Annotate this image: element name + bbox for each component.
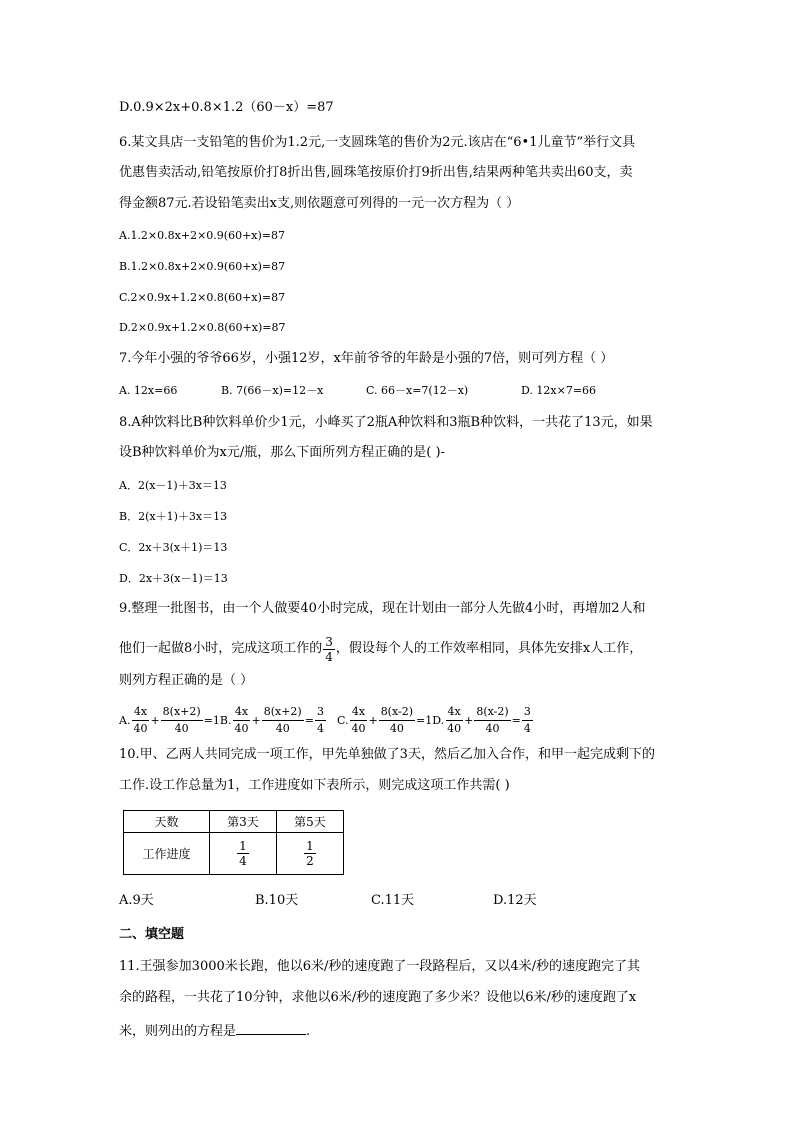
q11-text-line-3 [119, 1020, 310, 1040]
q9-c-f1-num: 4x [350, 704, 367, 721]
q9-c-rhs: =1D. [416, 713, 445, 727]
q9-d-f2-den: 40 [485, 721, 500, 735]
table-fraction-day5 [304, 839, 316, 868]
q9-d-f2-num: 8(x-2) [474, 704, 510, 721]
q9-b-f2-den: 40 [275, 721, 290, 735]
q9-a-fraction-1 [131, 704, 149, 737]
q8-option-c: C．2x＋3(x＋1)＝13 [119, 541, 228, 554]
q9-a-f1-den: 40 [133, 721, 148, 735]
q9-line-2-end: ，假设每个人的工作效率相同，具体先安排x人工作， [335, 641, 643, 656]
q11-line-3-text: 米，则列出的方程是 [119, 1024, 237, 1039]
q5-option-d: D.0.9×2x+0.8×1.2（60－x）=87 [119, 100, 334, 115]
q9-b-f1-den: 40 [234, 721, 249, 735]
q11-text-line-1: 11.王强参加3000米长跑，他以6米/秒的速度跑了一段路程后，又以4米/秒的速度跑完了其 [119, 959, 641, 974]
table-header-day5: 第5天 [277, 811, 344, 833]
q6-text-line-1: 6.某文具店一支铅笔的售价为1.2元,一支圆珠笔的售价为2元.该店在“6•1儿童节”举行文具 [119, 135, 636, 150]
q11-text-line-2: 余的路程，一共花了10分钟，求他以6米/秒的速度跑了多少米？设他以6米/秒的速度跑了x [119, 990, 637, 1005]
q8-option-d: D．2x＋3(x－1)＝13 [119, 572, 228, 585]
q9-c-plus: + [368, 713, 378, 727]
q10-text-line-1: 10.甲、乙两人共同完成一项工作，甲先单独做了3天，然后乙加入合作，和甲一起完成剩下的 [119, 747, 655, 762]
q6-option-b: B.1.2×0.8x+2×0.9(60+x)=87 [119, 260, 286, 273]
q6-option-d: D.2×0.9x+1.2×0.8(60+x)=87 [119, 321, 286, 334]
q9-text-line-3: 则列方程正确的是（ ） [119, 673, 254, 688]
q9-b-equals: = [304, 713, 314, 727]
q9-a-plus: + [150, 713, 160, 727]
q7-text: 7.今年小强的爷爷66岁，小强12岁，x年前爷爷的年龄是小强的7倍，则可列方程（ ） [119, 351, 614, 366]
q9-d-plus: + [464, 713, 474, 727]
q8-option-a: A．2(x－1)＋3x＝13 [119, 479, 227, 492]
q10-options [119, 891, 679, 911]
q8-option-b: B．2(x＋1)＋3x＝13 [119, 510, 228, 523]
q10-text-line-2: 工作.设工作总量为1，工作进度如下表所示，则完成这项工作共需( ) [119, 778, 510, 793]
q9-b-f2-num: 8(x+2) [262, 704, 304, 721]
q9-c-f2-num: 8(x-2) [379, 704, 415, 721]
table-row [124, 833, 344, 875]
q9-b-fraction-1 [232, 704, 250, 737]
q9-b-f1-num: 4x [233, 704, 250, 721]
q7-option-d: D. 12x×7=66 [521, 384, 597, 397]
q9-a-f1-num: 4x [132, 704, 149, 721]
table-row-label: 工作进度 [124, 833, 210, 875]
table-row [124, 811, 344, 833]
q9-line-2-start: 他们一起做8小时，完成这项工作的 [119, 641, 323, 656]
q9-c-f1-den: 40 [351, 721, 366, 735]
q7-option-b: B. 7(66－x)=12－x [221, 384, 324, 397]
table-header-day3: 第3天 [210, 811, 277, 833]
answer-blank[interactable] [236, 1020, 306, 1035]
q9-option-c-label: C. [336, 713, 349, 727]
q9-d-rhs-fraction [522, 704, 533, 737]
q9-a-f2-den: 40 [174, 721, 189, 735]
q9-c-fraction-1 [349, 704, 367, 737]
q8-text-line-1: 8.A种饮料比B种饮料单价少1元，小峰买了2瓶A种饮料和3瓶B种饮料，一共花了13元，如果 [119, 415, 653, 430]
q7-options [119, 381, 679, 401]
day3-num: 1 [239, 839, 247, 853]
q9-d-fraction-1 [445, 704, 463, 737]
q9-d-equals: = [511, 713, 521, 727]
q9-b-rhs-fraction [315, 704, 326, 737]
section-heading: 二、填空题 [119, 927, 185, 942]
q9-a-f2-num: 8(x+2) [161, 704, 203, 721]
q9-b-rhs-den: 4 [316, 721, 324, 735]
q9-fraction-numerator: 3 [325, 634, 333, 649]
day3-den: 4 [239, 854, 247, 868]
q9-b-plus: + [251, 713, 261, 727]
q9-text-line-2 [119, 634, 642, 664]
q6-text-line-2: 优惠售卖活动,铅笔按原价打8折出售,圆珠笔按原价打9折出售,结果两种笔共卖出60支，卖 [119, 165, 633, 180]
table-cell-day5 [277, 833, 344, 875]
q9-c-f2-den: 40 [389, 721, 404, 735]
q9-option-a-label: A. [119, 713, 131, 727]
q9-d-rhs-num: 3 [522, 704, 533, 721]
day5-den: 2 [306, 854, 314, 868]
q9-equation-options [119, 700, 534, 740]
q7-option-c: C. 66－x=7(12－x) [366, 384, 469, 397]
q9-a-fraction-2 [161, 704, 203, 737]
table-fraction-day3 [237, 839, 249, 868]
q6-text-line-3: 得金额87元.若设铅笔卖出x支,则依题意可列得的一元一次方程为（ ） [119, 196, 520, 211]
q9-d-f1-den: 40 [447, 721, 462, 735]
q9-d-f1-num: 4x [446, 704, 463, 721]
q10-option-a: A.9天 [119, 893, 154, 908]
progress-table [123, 810, 344, 875]
q9-text-line-1: 9.整理一批图书，由一个人做要40小时完成，现在计划由一部分人先做4小时，再增加2人和 [119, 601, 646, 616]
table-header-days: 天数 [124, 811, 210, 833]
q9-d-fraction-2 [474, 704, 510, 737]
q10-option-b: B.10天 [255, 893, 299, 908]
q9-d-rhs-den: 4 [523, 721, 531, 735]
table-cell-day3 [210, 833, 277, 875]
q9-fraction-denominator: 4 [325, 649, 333, 664]
q7-option-a: A. 12x=66 [119, 384, 178, 397]
q9-b-fraction-2 [262, 704, 304, 737]
q10-option-c: C.11天 [371, 893, 415, 908]
q6-option-a: A.1.2×0.8x+2×0.9(60+x)=87 [119, 229, 285, 242]
q11-line-3-end: . [306, 1024, 311, 1039]
q10-option-d: D.12天 [493, 893, 537, 908]
q9-fraction [323, 635, 335, 664]
q6-option-c: C.2×0.9x+1.2×0.8(60+x)=87 [119, 291, 286, 304]
q8-text-line-2: 设B种饮料单价为x元/瓶，那么下面所列方程正确的是( )- [119, 445, 445, 460]
q9-a-rhs: =1B. [203, 713, 232, 727]
day5-num: 1 [306, 839, 314, 853]
q9-c-fraction-2 [379, 704, 415, 737]
q9-b-rhs-num: 3 [315, 704, 326, 721]
